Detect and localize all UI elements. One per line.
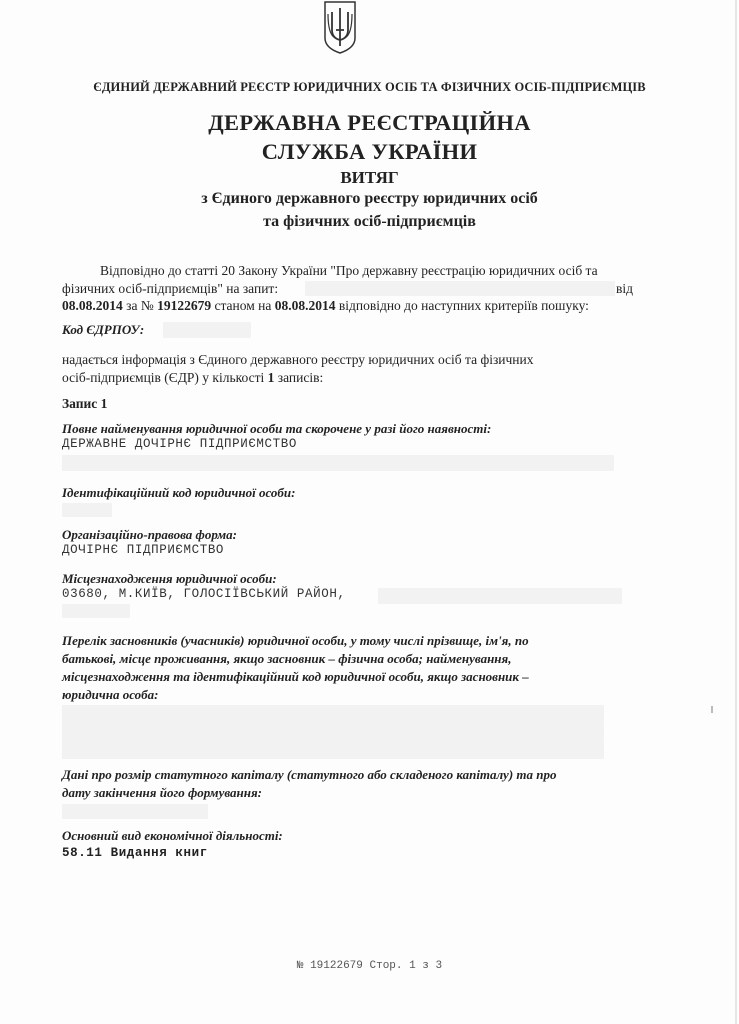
redacted-founders-2 — [62, 723, 604, 741]
redacted-id-code — [62, 503, 112, 517]
intro-line2-start: фізичних осіб-підприємців" на запит: — [62, 281, 279, 296]
full-name-label: Повне найменування юридичної особи та скорочене у разі його наявності: — [62, 421, 492, 436]
redacted-founders-3 — [62, 741, 604, 759]
redacted-founders-1 — [62, 705, 604, 723]
document-subtitle-line1: з Єдиного державного реєстру юридичних осіб — [201, 190, 538, 207]
intro-line2-end: від — [616, 281, 633, 296]
document-type: ВИТЯГ — [340, 168, 399, 187]
page-footer: № 19122679 Стор. 1 з 3 — [296, 960, 443, 972]
capital-label-line1: Дані про розмір статутного капіталу (статутного або складеного капіталу) та про — [62, 767, 557, 782]
redacted-request — [305, 281, 615, 296]
id-code-label: Ідентифікаційний код юридичної особи: — [62, 485, 296, 500]
capital-label-line2: дату закінчення його формування: — [62, 785, 263, 800]
request-date: 08.08.2014 — [62, 298, 123, 313]
request-number: 19122679 — [157, 298, 212, 313]
registry-title: ЄДИНИЙ ДЕРЖАВНИЙ РЕЄСТР ЮРИДИЧНИХ ОСІБ ТА ФІЗИЧНИХ ОСІБ-ПІДПРИЄМЦІВ — [93, 80, 646, 94]
full-name-value: ДЕРЖАВНЕ ДОЧІРНЄ ПІДПРИЄМСТВО — [62, 437, 297, 451]
scan-edge — [735, 0, 737, 1024]
result-line2: осіб-підприємців (ЄДР) у кількості 1 записів: — [62, 370, 324, 385]
redacted-address — [378, 588, 622, 604]
founders-label-line3: місцезнаходження та ідентифікаційний код юридичної особи, якщо засновник – — [62, 669, 529, 684]
legal-form-value: ДОЧІРНЄ ПІДПРИЄМСТВО — [62, 543, 225, 557]
founders-label-line2: батькові, місце проживання, якщо засновник – фізична особа; найменування, — [62, 651, 512, 666]
edrpou-label: Код ЄДРПОУ: — [62, 322, 145, 337]
document-subtitle-line2: та фізичних осіб-підприємців — [263, 213, 476, 230]
record-title: Запис 1 — [62, 396, 108, 411]
service-name-line1: ДЕРЖАВНА РЕЄСТРАЦІЙНА — [208, 110, 531, 135]
record-count: 1 — [267, 370, 275, 385]
intro-line1: Відповідно до статті 20 Закону України "Про державну реєстрацію юридичних осіб та — [100, 263, 598, 278]
activity-label: Основний вид економічної діяльності: — [62, 828, 283, 843]
founders-label-line4: юридична особа: — [62, 687, 159, 702]
location-label: Місцезнаходження юридичної особи: — [62, 571, 277, 586]
service-name-line2: СЛУЖБА УКРАЇНИ — [261, 139, 478, 164]
legal-form-label: Організаційно-правова форма: — [62, 527, 237, 542]
founders-label-line1: Перелік засновників (учасників) юридичної особи, у тому числі прізвище, ім'я, по — [62, 633, 529, 648]
trident-emblem-icon — [323, 0, 357, 54]
as-of-date: 08.08.2014 — [274, 298, 336, 313]
redacted-capital — [62, 804, 208, 819]
redacted-full-name — [62, 455, 614, 471]
intro-line3: 08.08.2014 за № 19122679 станом на 08.08.2014 відповідно до наступних критеріїв пошуку: — [62, 298, 589, 313]
location-value: 03680, М.КИЇВ, ГОЛОСІЇВСЬКИЙ РАЙОН, — [62, 587, 346, 601]
activity-value: 58.11 Видання книг — [62, 846, 208, 860]
redacted-edrpou — [163, 322, 251, 338]
redacted-address-2 — [62, 604, 130, 618]
scan-mark — [711, 706, 713, 713]
result-line1: надається інформація з Єдиного державного реєстру юридичних осіб та фізичних — [62, 352, 534, 367]
